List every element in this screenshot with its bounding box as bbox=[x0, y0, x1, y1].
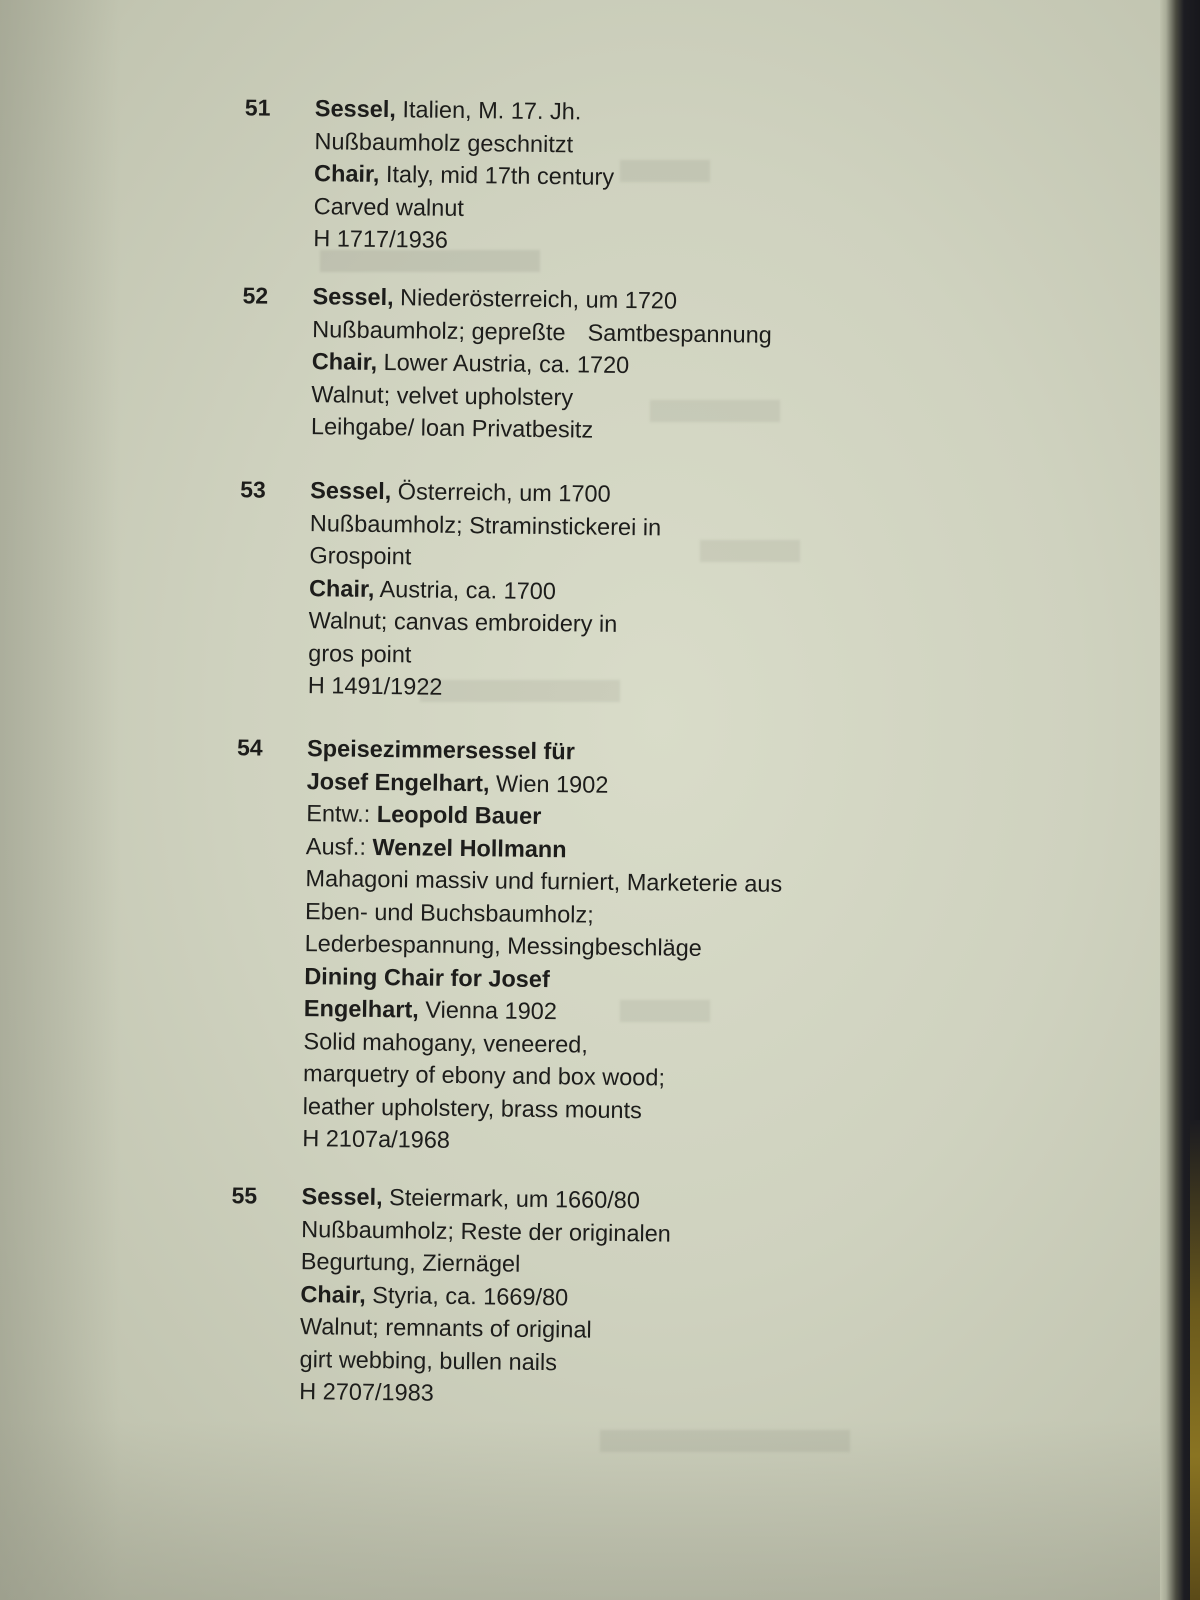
entry-line bbox=[308, 669, 868, 708]
bold-text: Wenzel Hollmann bbox=[372, 833, 567, 862]
entry-number: 55 bbox=[231, 1182, 258, 1209]
text: H 1717/1936 bbox=[313, 225, 449, 253]
text: Walnut; remnants of original bbox=[299, 1313, 592, 1343]
text: Vienna 1902 bbox=[418, 996, 558, 1025]
text: leather upholstery, brass mounts bbox=[302, 1092, 643, 1123]
bold-text: Speisezimmersessel für bbox=[306, 735, 576, 765]
text: Styria, ca. 1669/80 bbox=[365, 1281, 569, 1310]
entry-text bbox=[302, 732, 867, 1161]
text: Steiermark, um 1660/80 bbox=[382, 1184, 641, 1214]
entry-line bbox=[299, 1375, 859, 1414]
bold-text: Josef Engelhart, bbox=[306, 767, 490, 796]
entry-number: 51 bbox=[244, 94, 271, 121]
bold-text: Chair, bbox=[308, 574, 375, 602]
entry-number: 54 bbox=[236, 734, 263, 761]
bold-text: Chair, bbox=[311, 348, 378, 375]
text: Lower Austria, ca. 1720 bbox=[376, 348, 630, 379]
text: Grospoint bbox=[309, 542, 412, 570]
entry-number: 53 bbox=[240, 476, 266, 503]
bold-text: Sessel, bbox=[301, 1183, 383, 1211]
text: Nußbaumholz; Straminstickerei in bbox=[309, 509, 662, 540]
text: Mahagoni massiv und furniert, Marketerie aus bbox=[305, 865, 783, 897]
text: Walnut; velvet upholstery bbox=[311, 380, 574, 410]
text: gros point bbox=[308, 639, 412, 667]
text: Ausf.: bbox=[305, 832, 373, 860]
bold-text: Leopold Bauer bbox=[376, 800, 542, 830]
entry-text bbox=[308, 474, 871, 708]
book-edge bbox=[1160, 0, 1200, 1600]
text: H 2107a/1968 bbox=[302, 1125, 451, 1153]
text: Entw.: bbox=[306, 800, 377, 827]
bold-text: Sessel, bbox=[312, 283, 394, 311]
text: Wien 1902 bbox=[489, 769, 609, 798]
catalogue-entry bbox=[244, 91, 865, 253]
text: Nußbaumholz geschnitzt bbox=[314, 127, 574, 157]
bold-text: Sessel, bbox=[310, 477, 392, 505]
text: Italy, mid 17th century bbox=[379, 160, 615, 190]
text: Carved walnut bbox=[313, 192, 465, 221]
entry-number: 52 bbox=[242, 282, 269, 309]
bold-text: Chair, bbox=[300, 1280, 366, 1308]
bold-text: Sessel, bbox=[314, 95, 397, 123]
text: Österreich, um 1700 bbox=[391, 478, 611, 507]
text: Austria, ca. 1700 bbox=[374, 575, 557, 604]
catalogue-entry bbox=[231, 1179, 852, 1406]
text: H 1491/1922 bbox=[307, 672, 443, 700]
text: Walnut; canvas embroidery in bbox=[308, 607, 618, 637]
text: marquetry of ebony and box wood; bbox=[302, 1060, 666, 1091]
entry-text bbox=[299, 1180, 862, 1414]
text: Nußbaumholz; gepreßte bbox=[312, 315, 566, 345]
entry-text bbox=[313, 92, 875, 261]
catalogue-entry bbox=[240, 473, 860, 700]
text: Niederösterreich, um 1720 bbox=[393, 284, 678, 314]
text: Eben- und Buchsbaumholz; bbox=[304, 897, 594, 928]
text: H 2707/1983 bbox=[299, 1378, 434, 1406]
entry-line bbox=[313, 222, 873, 261]
text: girt webbing, bullen nails bbox=[299, 1345, 558, 1375]
text: Nußbaumholz; Reste der originalen bbox=[301, 1215, 672, 1247]
text: Samtbespannung bbox=[587, 319, 772, 348]
bold-text: Engelhart, bbox=[303, 995, 419, 1023]
bold-text: Chair, bbox=[313, 160, 380, 187]
text: Begurtung, Ziernägel bbox=[300, 1248, 521, 1277]
entry-line bbox=[311, 410, 871, 449]
catalogue-entry bbox=[236, 731, 857, 1153]
catalogue-entry bbox=[242, 279, 863, 443]
bold-text: Dining Chair for Josef bbox=[304, 962, 550, 992]
text: Leihgabe/ loan Privatbesitz bbox=[310, 413, 594, 443]
text: Lederbespannung, Messingbeschläge bbox=[304, 930, 703, 961]
text: Solid mahogany, veneered, bbox=[303, 1027, 589, 1058]
text: Italien, M. 17. Jh. bbox=[395, 96, 582, 125]
entry-line bbox=[302, 1122, 862, 1161]
entry-text bbox=[311, 280, 873, 449]
